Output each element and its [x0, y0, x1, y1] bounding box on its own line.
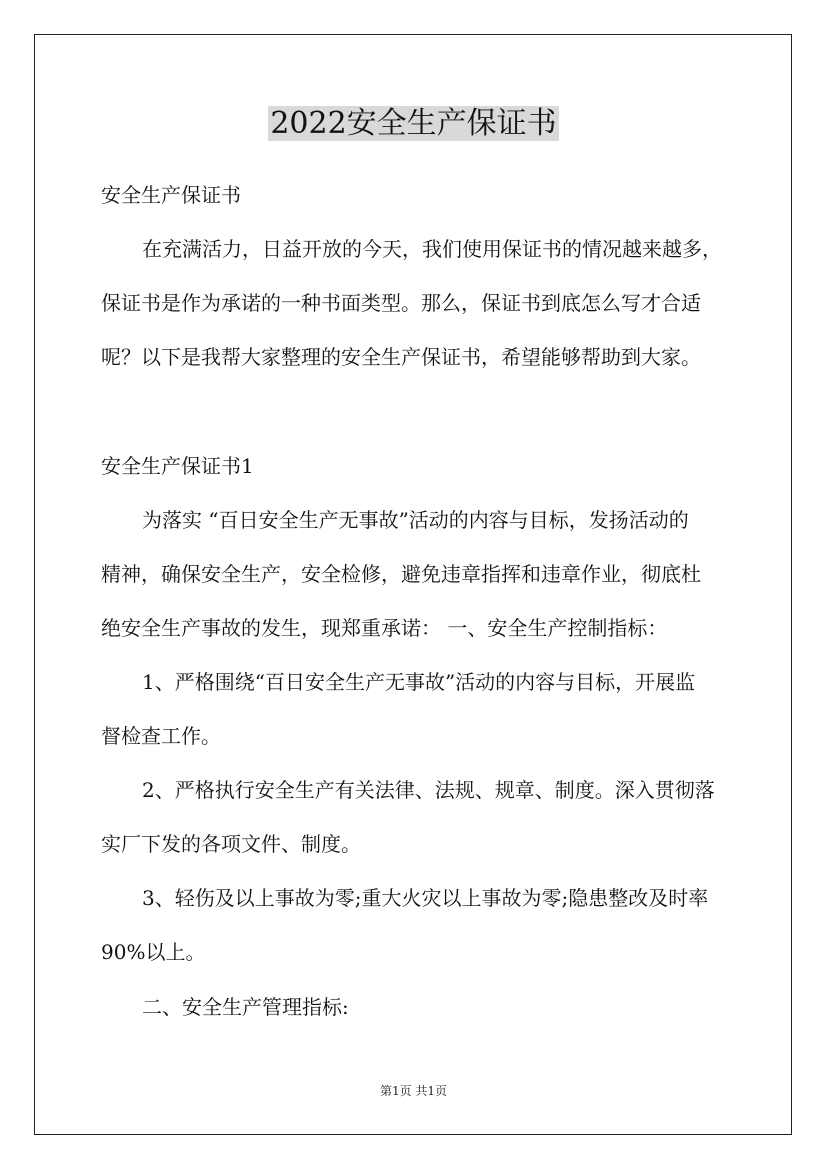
- paragraph-line: 2、严格执行安全生产有关法律、法规、规章、制度。深入贯彻落: [142, 778, 715, 802]
- document-title: [0, 102, 827, 146]
- paragraph-line: 绝安全生产事故的发生，现郑重承诺： 一、安全生产控制指标：: [101, 616, 668, 640]
- paragraph-line: 呢？以下是我帮大家整理的安全生产保证书，希望能够帮助到大家。: [101, 345, 701, 369]
- section-heading: 安全生产保证书1: [101, 454, 254, 478]
- paragraph-line: 二、安全生产管理指标:: [142, 995, 349, 1019]
- document-title-text: 2022安全生产保证书: [270, 106, 557, 141]
- paragraph-line: 为落实 “百日安全生产无事故”活动的内容与目标，发扬活动的: [142, 508, 689, 532]
- section-heading: 安全生产保证书: [101, 183, 241, 207]
- paragraph-line: 实厂下发的各项文件、制度。: [101, 832, 361, 856]
- paragraph-line: 3、轻伤及以上事故为零;重大火灾以上事故为零;隐患整改及时率: [142, 886, 709, 910]
- page-footer: 第1页 共1页: [379, 1084, 448, 1098]
- paragraph-line: 精神，确保安全生产，安全检修，避免违章指挥和违章作业，彻底杜: [101, 562, 701, 586]
- paragraph-line: 90%以上。: [101, 940, 206, 964]
- paragraph-line: 保证书是作为承诺的一种书面类型。那么，保证书到底怎么写才合适: [101, 291, 701, 315]
- paragraph-line: 在充满活力，日益开放的今天，我们使用保证书的情况越来越多，: [142, 237, 722, 261]
- paragraph-line: 1、严格围绕“百日安全生产无事故”活动的内容与目标，开展监: [142, 670, 696, 694]
- paragraph-line: 督检查工作。: [101, 724, 221, 748]
